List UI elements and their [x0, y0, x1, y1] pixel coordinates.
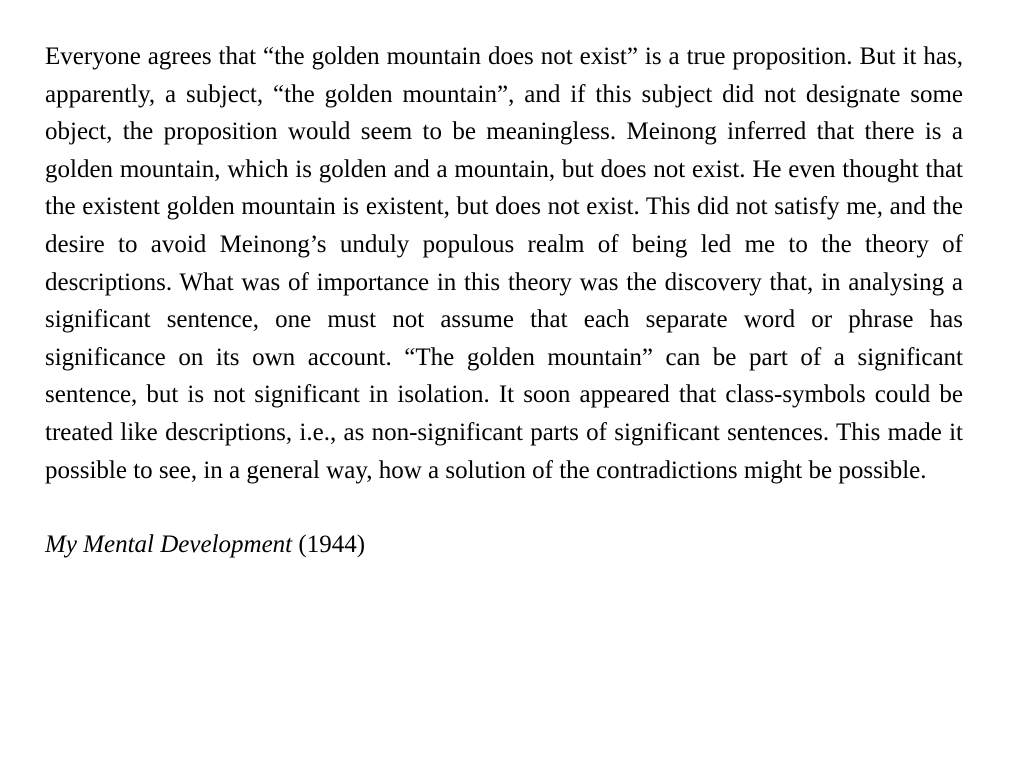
citation-year: (1944)	[298, 531, 366, 559]
citation-title: My Mental Development	[45, 531, 293, 559]
quote-paragraph: Everyone agrees that “the golden mountain does not exist” is a true proposition. But it has, apparently, a subject, “the golden mountain”, and if this subject did not designate some object, the proposition would seem to be meaningless. Meinong inferred that there is a golden mountain, which is golden and a mountain, but does not exist. He even thought that the existent golden mountain is existent, but does not exist. This did not satisfy me, and the desire to avoid Meinong’s unduly populous realm of being led me to the theory of descriptions. What was of importance in this theory was the discovery that, in analysing a significant sentence, one must not assume that each separate word or phrase has significance on its own account. “The golden mountain” can be part of a significant sentence, but is not significant in isolation. It soon appeared that class-symbols could be treated like descriptions, i.e., as non-significant parts of significant sentences. This made it possible to see, in a general way, how a solution of the contradictions might be possible.	[45, 43, 963, 484]
citation	[45, 526, 963, 564]
